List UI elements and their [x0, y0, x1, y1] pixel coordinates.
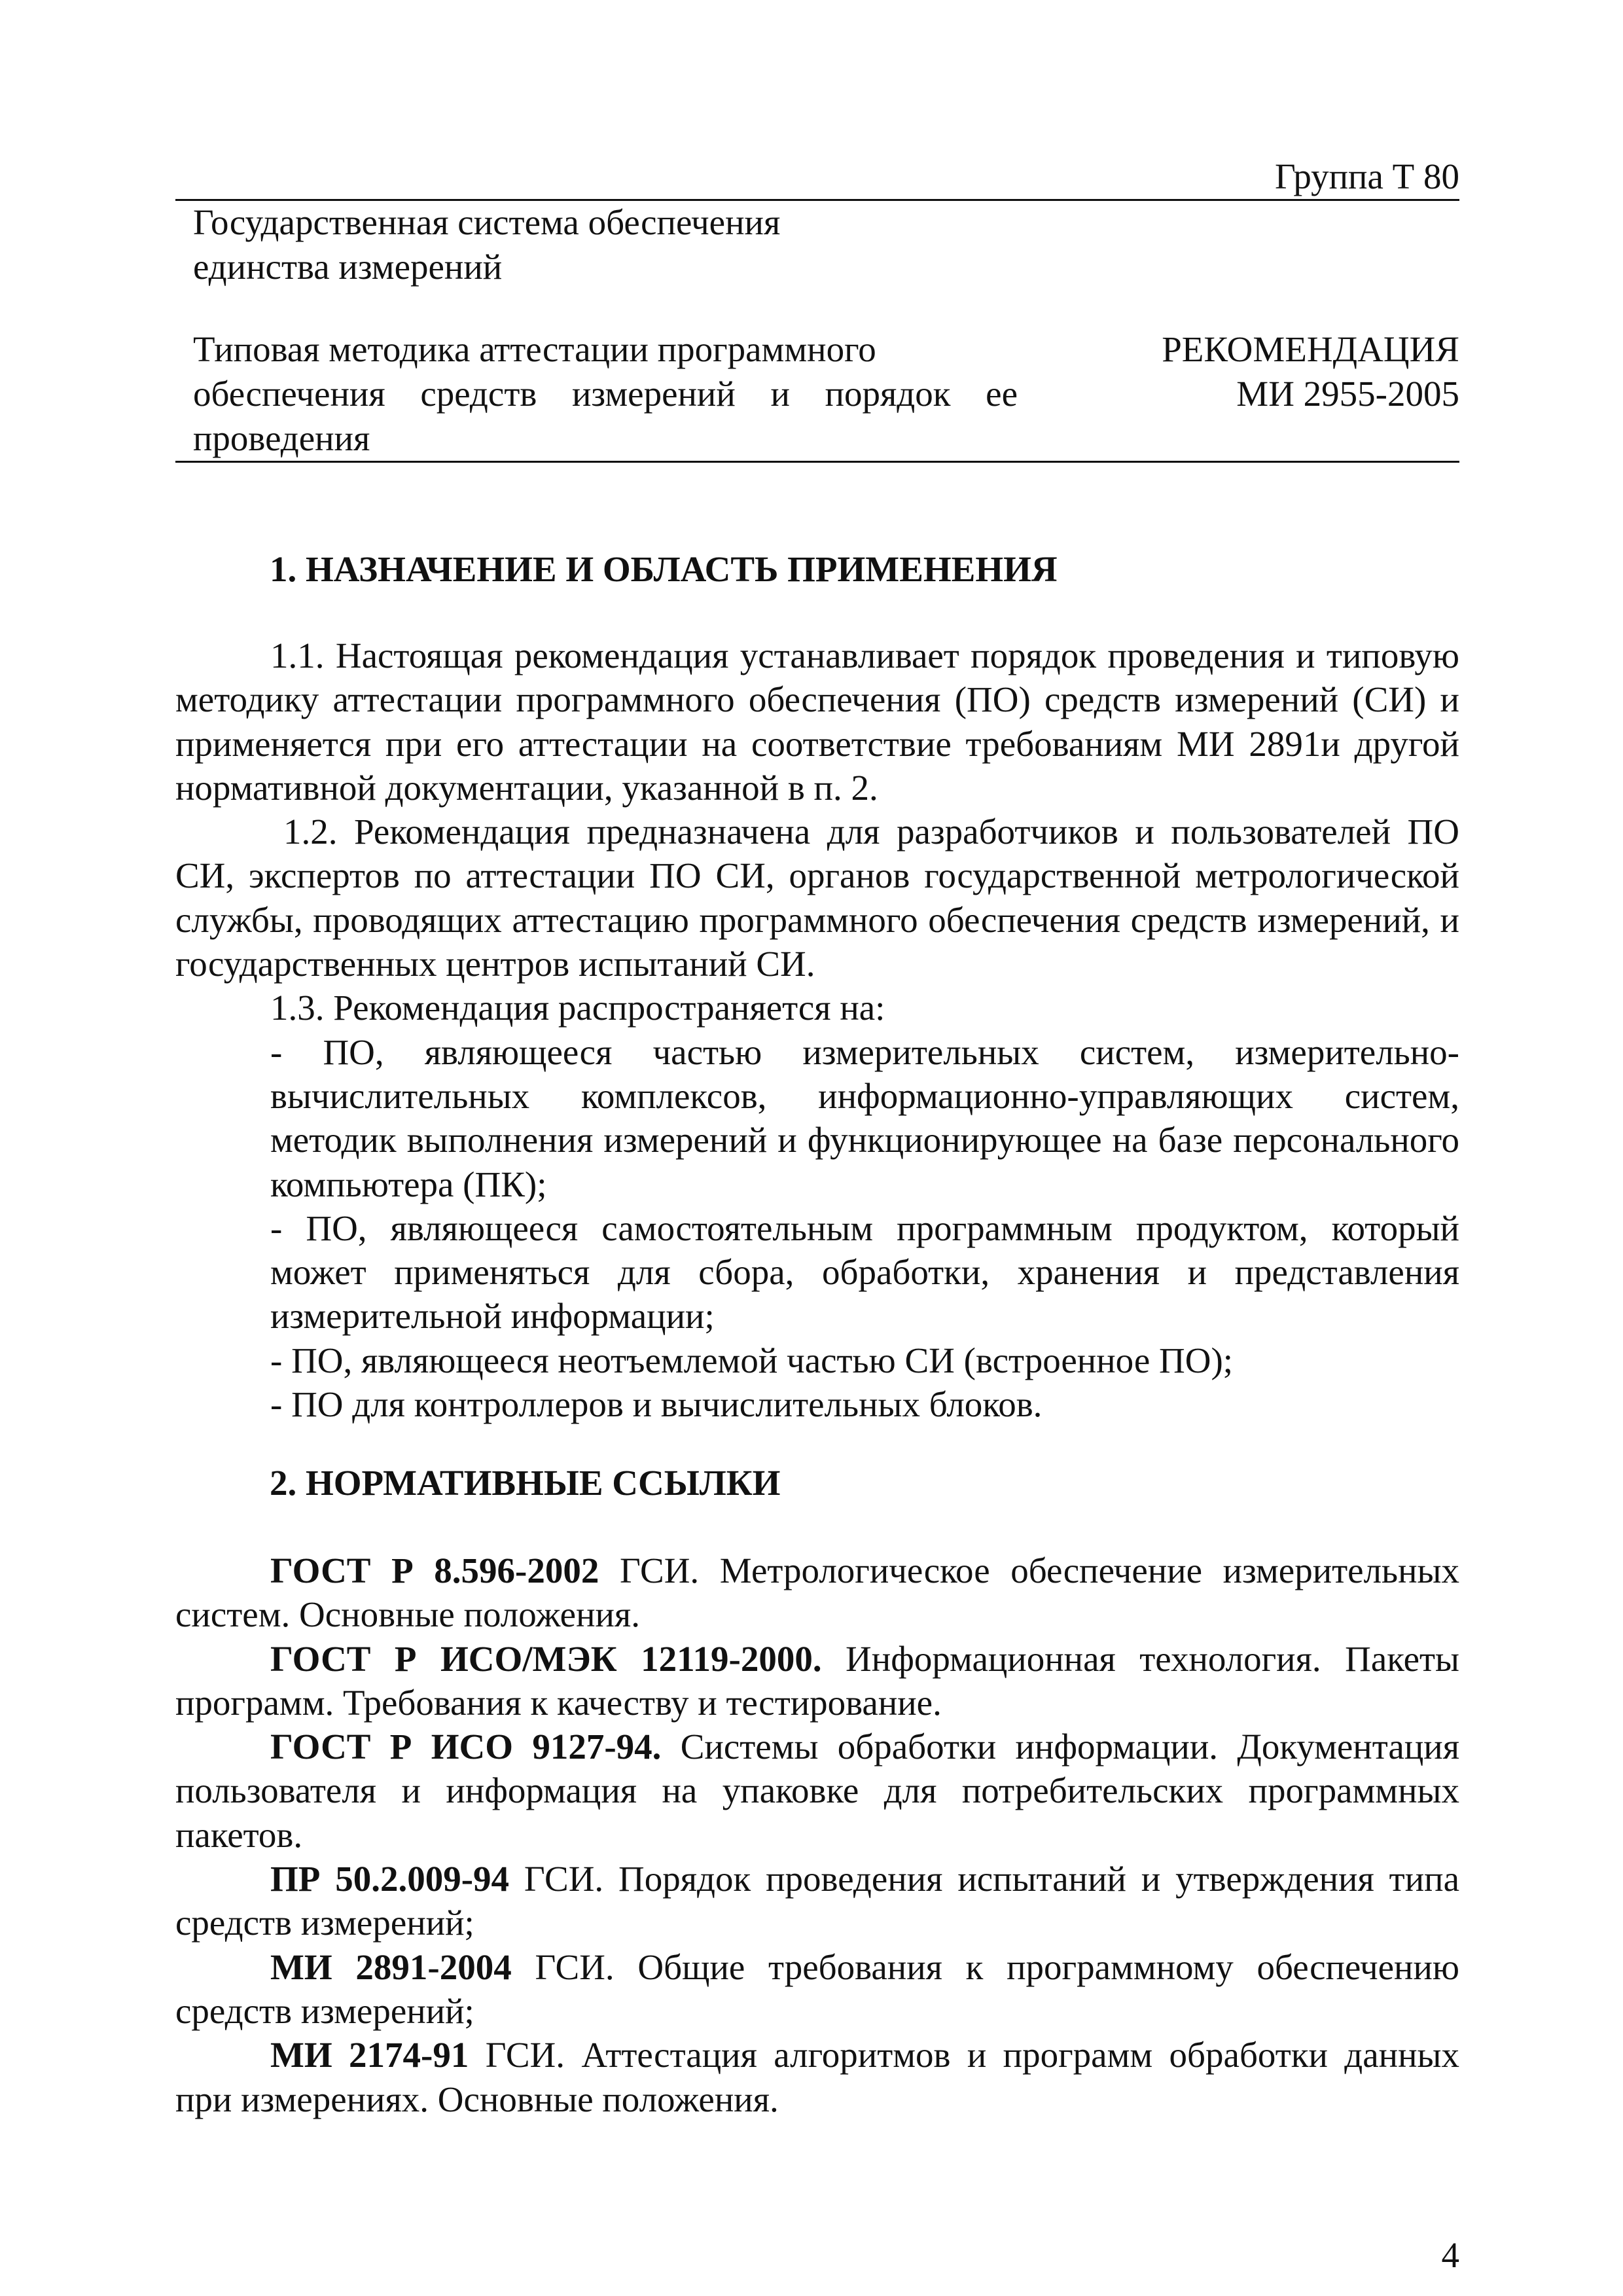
paragraph-1-1: 1.1. Настоящая рекомендация устанавливает порядок проведения и типовую методику аттестации программного обеспечения (ПО) средств измерений (СИ) и применяется при его аттестации на соответствие требованиям МИ 2891и другой нормативной документации, указанной в п. 2. — [175, 636, 1459, 808]
reference-code: ГОСТ Р ИСО/МЭК 12119-2000. — [270, 1638, 822, 1679]
recommendation-id — [1162, 327, 1459, 416]
reference-item — [175, 1637, 1459, 1725]
reference-item — [175, 1549, 1459, 1637]
system-name-line2: единства измерений — [193, 247, 503, 287]
system-name — [193, 200, 780, 289]
paragraph-1-2: 1.2. Рекомендация предназначена для разработчиков и пользователей ПО СИ, экспертов по аттестации ПО СИ, органов государственной метрологической службы, проводящих аттестацию программного обеспечения средств измерений, и государственных центров испытаний СИ. — [175, 812, 1459, 984]
reference-item — [175, 1945, 1459, 2034]
section1-heading: 1. НАЗНАЧЕНИЕ И ОБЛАСТЬ ПРИМЕНЕНИЯ — [270, 549, 1058, 589]
list-item: - ПО, являющееся неотъемлемой частью СИ (встроенное ПО); — [270, 1340, 1234, 1380]
reference-text: Информационная технология. Пакеты программ. Требования к качеству и тестирование. — [175, 1638, 1459, 1723]
reference-code: МИ 2891-2004 — [270, 1946, 512, 1987]
header-rule-bottom — [175, 461, 1459, 463]
reference-item — [175, 2033, 1459, 2121]
reference-text: ГСИ. Порядок проведения испытаний и утверждения типа средств измерений; — [175, 1859, 1459, 1943]
reference-text: ГСИ. Общие требования к программному обеспечению средств измерений; — [175, 1946, 1459, 2031]
reference-text: ГСИ. Метрологическое обеспечение измерительных систем. Основные положения. — [175, 1551, 1460, 1635]
section2-body — [175, 1549, 1459, 2121]
document-title — [193, 327, 1018, 461]
group-label: Группа Т 80 — [1275, 156, 1459, 196]
title-line2: обеспечения средств измерений и порядок ее — [193, 374, 1018, 414]
reference-code: ГОСТ Р ИСО 9127-94. — [270, 1727, 662, 1767]
reference-text: Системы обработки информации. Документация пользователя и информация на упаковке для потребительских программных пакетов. — [175, 1727, 1460, 1855]
title-line1: Типовая методика аттестации программного — [193, 329, 876, 369]
list-item: - ПО для контроллеров и вычислительных блоков. — [270, 1384, 1043, 1425]
reference-code: ПР 50.2.009-94 — [270, 1859, 510, 1899]
list-item: - ПО, являющееся самостоятельным программным продуктом, который может применяться для сбора, обработки, хранения и представления измерительной информации; — [270, 1208, 1459, 1336]
reference-item — [175, 1857, 1459, 1945]
list-item: - ПО, являющееся частью измерительных систем, измерительно-вычислительных комплексов, информационно-управляющих систем, методик выполнения измерений и функционирующее на базе персонального компьютера (ПК); — [270, 1031, 1459, 1204]
recommendation-number: МИ 2955-2005 — [1236, 374, 1459, 414]
title-line3: проведения — [193, 418, 370, 458]
reference-item — [175, 1725, 1459, 1857]
section1-body — [175, 634, 1459, 1426]
paragraph-1-3: 1.3. Рекомендация распространяется на: — [270, 988, 885, 1028]
page-number: 4 — [1441, 2235, 1459, 2275]
recommendation-label: РЕКОМЕНДАЦИЯ — [1162, 329, 1459, 369]
reference-code: ГОСТ Р 8.596-2002 — [270, 1551, 599, 1590]
reference-code: МИ 2174-91 — [270, 2035, 469, 2075]
system-name-line1: Государственная система обеспечения — [193, 202, 781, 242]
reference-text: ГСИ. Аттестация алгоритмов и программ обработки данных при измерениях. Основные положения. — [175, 2035, 1459, 2119]
section2-heading: 2. НОРМАТИВНЫЕ ССЫЛКИ — [270, 1463, 781, 1503]
